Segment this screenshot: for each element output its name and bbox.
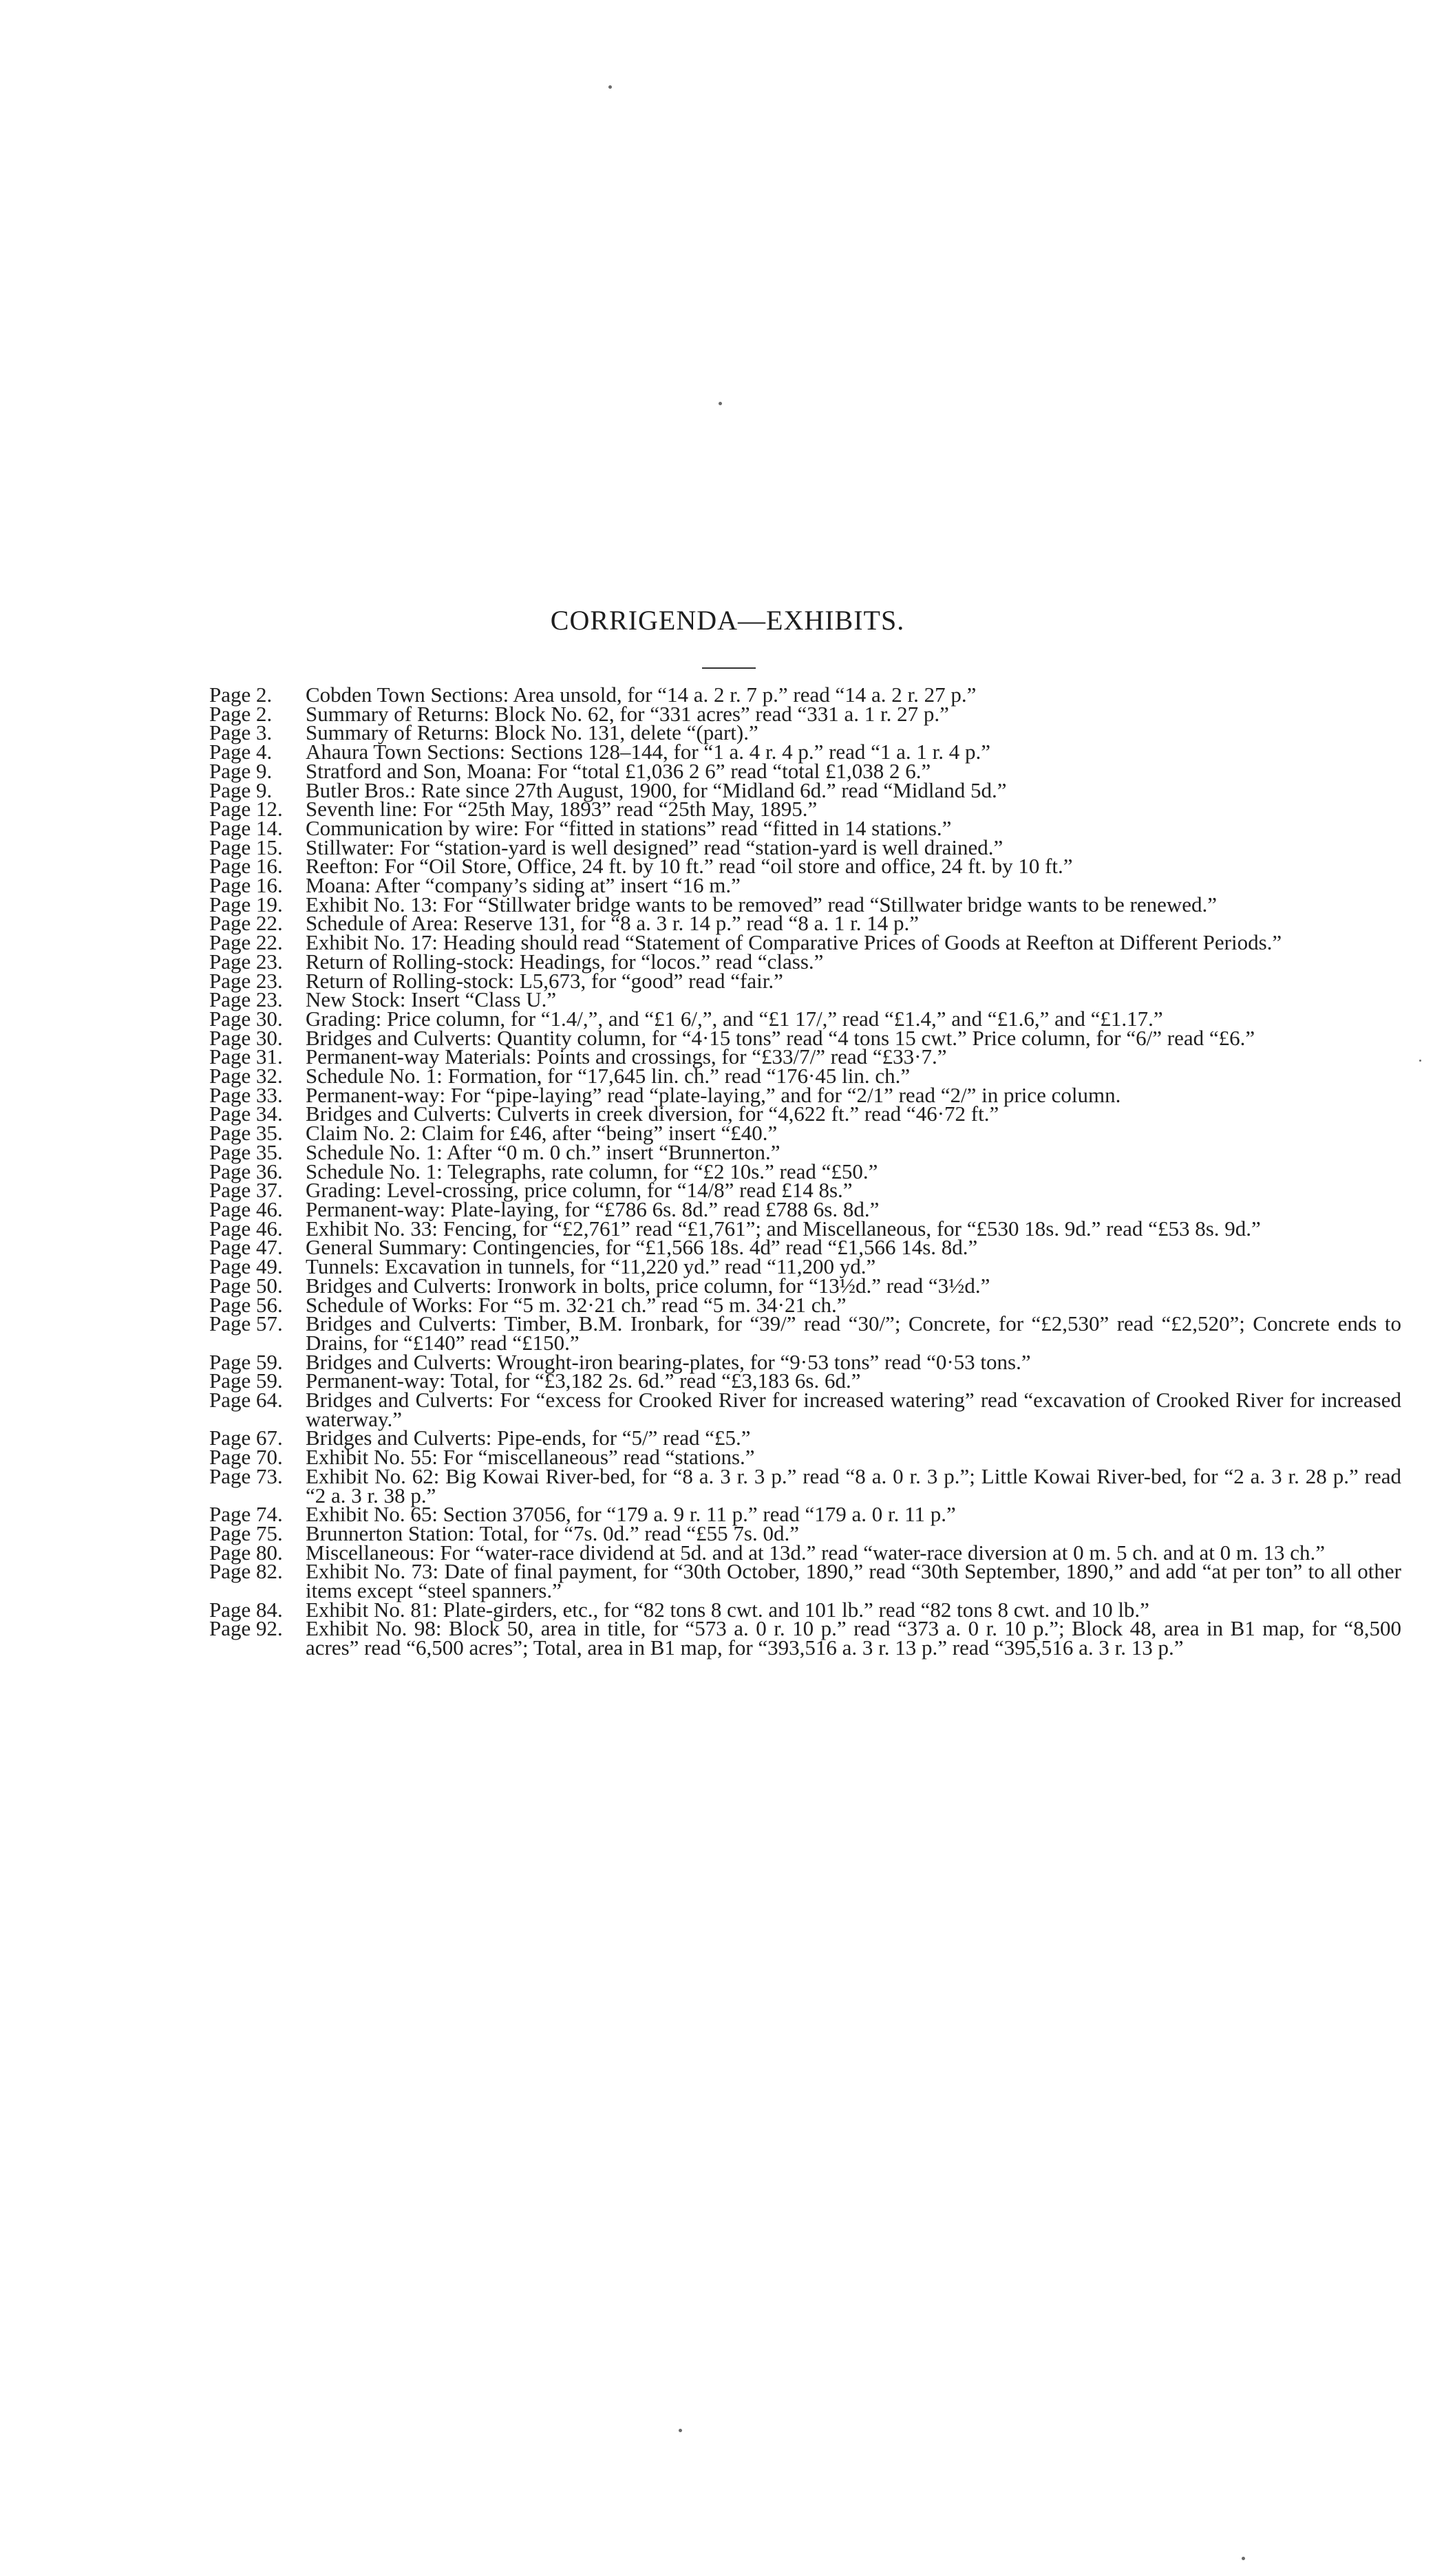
page-reference: Page 34. bbox=[209, 1102, 283, 1126]
correction-text: Schedule No. 1: After “0 m. 0 ch.” insert “Brunnerton.” bbox=[306, 1139, 780, 1164]
page-reference: Page 73. bbox=[209, 1463, 283, 1488]
correction-text: Butler Bros.: Rate since 27th August, 1900, for “Midland 6d.” read “Midland 5d.” bbox=[306, 777, 1007, 802]
page-reference: Page 22. bbox=[209, 911, 283, 936]
correction-text: Summary of Returns: Block No. 62, for “331 acres” read “331 a. 1 r. 27 p.” bbox=[306, 701, 949, 726]
correction-text: Permanent-way: Plate-laying, for “£786 6s. 8d.” read £788 6s. 8d.” bbox=[306, 1196, 880, 1221]
page-reference: Page 92. bbox=[209, 1616, 283, 1641]
correction-text: Stillwater: For “station-yard is well designed” read “station-yard is well drained.” bbox=[306, 835, 1003, 859]
correction-text: Exhibit No. 98: Block 50, area in title, for “573 a. 0 r. 10 p.” read “373 a. 0 r. 10 p.”; Block 48, area in B1 map, for “8,500 acres” read “6,500 acres”; Total, area in B1 map, for “393,516 a. 3 r. 13 p.” read “395,516 a. 3 r. 13 p.” bbox=[306, 1616, 1401, 1660]
page-reference: Page 35. bbox=[209, 1139, 283, 1164]
page-reference: Page 59. bbox=[209, 1349, 283, 1374]
page-reference: Page 2. bbox=[209, 701, 273, 726]
correction-text: Reefton: For “Oil Store, Office, 24 ft. by 10 ft.” read “oil store and office, 24 ft. by 10 ft.” bbox=[306, 854, 1073, 879]
correction-text: Permanent-way Materials: Points and crossings, for “£33/7/” read “£33·7.” bbox=[306, 1044, 947, 1069]
page-reference: Page 64. bbox=[209, 1388, 283, 1413]
correction-text: General Summary: Contingencies, for “£1,566 18s. 4d” read “£1,566 14s. 8d.” bbox=[306, 1235, 978, 1260]
page-reference: Page 16. bbox=[209, 873, 283, 898]
page-reference: Page 23. bbox=[209, 968, 283, 993]
correction-text: Tunnels: Excavation in tunnels, for “11,220 yd.” read “11,200 yd.” bbox=[306, 1254, 876, 1279]
correction-text: Ahaura Town Sections: Sections 128–144, for “1 a. 4 r. 4 p.” read “1 a. 1 r. 4 p.” bbox=[306, 740, 991, 764]
ink-speck bbox=[719, 402, 722, 405]
page-reference: Page 32. bbox=[209, 1064, 283, 1088]
page-reference: Page 33. bbox=[209, 1082, 283, 1107]
corrigendum-entry bbox=[209, 1388, 1401, 1431]
correction-text: Bridges and Culverts: Pipe-ends, for “5/” read “£5.” bbox=[306, 1426, 751, 1450]
correction-text: Exhibit No. 81: Plate-girders, etc., for “82 tons 8 cwt. and 101 lb.” read “82 tons 8 cwt. and 10 lb.” bbox=[306, 1597, 1149, 1622]
page-reference: Page 23. bbox=[209, 987, 283, 1012]
title-rule bbox=[702, 667, 756, 669]
corrigendum-entry bbox=[209, 1311, 1401, 1355]
correction-text: Return of Rolling-stock: Headings, for “locos.” read “class.” bbox=[306, 949, 824, 974]
page-reference: Page 9. bbox=[209, 777, 273, 802]
correction-text: Schedule of Works: For “5 m. 32·21 ch.” read “5 m. 34·21 ch.” bbox=[306, 1292, 847, 1317]
page-reference: Page 19. bbox=[209, 892, 283, 916]
ink-speck bbox=[1419, 1060, 1421, 1062]
page-reference: Page 36. bbox=[209, 1159, 283, 1183]
page-reference: Page 23. bbox=[209, 949, 283, 974]
correction-text: Bridges and Culverts: For “excess for Crooked River for increased watering” read “excavation of Crooked River for increased waterway.” bbox=[306, 1388, 1401, 1431]
page-reference: Page 14. bbox=[209, 815, 283, 840]
corrigendum-entry bbox=[209, 1463, 1401, 1507]
page-reference: Page 74. bbox=[209, 1502, 283, 1527]
correction-text: Exhibit No. 33: Fencing, for “£2,761” read “£1,761”; and Miscellaneous, for “£530 18s. 9d.” read “£53 8s. 9d.” bbox=[306, 1216, 1261, 1241]
correction-text: Miscellaneous: For “water-race dividend at 5d. and at 13d.” read “water-race diversion at 0 m. 5 ch. and at 0 m. 13 ch.” bbox=[306, 1540, 1326, 1565]
correction-text: Exhibit No. 73: Date of final payment, for “30th October, 1890,” read “30th September, 1890,” and add “at per ton” to all other items except “steel spanners.” bbox=[306, 1559, 1401, 1603]
page-reference: Page 4. bbox=[209, 740, 273, 764]
page-reference: Page 37. bbox=[209, 1178, 283, 1203]
correction-text: Claim No. 2: Claim for £46, after “being” insert “£40.” bbox=[306, 1121, 778, 1146]
page-reference: Page 22. bbox=[209, 930, 283, 955]
page-reference: Page 46. bbox=[209, 1196, 283, 1221]
correction-text: Grading: Price column, for “1.4/,”, and “£1 6/,”, and “£1 17/,” read “£1.4,” and “£1.6,” and “£1.17.” bbox=[306, 1006, 1163, 1031]
correction-text: Exhibit No. 13: For “Stillwater bridge wants to be removed” read “Stillwater bridge wants to be renewed.” bbox=[306, 892, 1218, 916]
page-reference: Page 12. bbox=[209, 797, 283, 822]
correction-text: Schedule No. 1: Formation, for “17,645 lin. ch.” read “176·45 lin. ch.” bbox=[306, 1064, 911, 1088]
page-reference: Page 57. bbox=[209, 1311, 283, 1336]
correction-text: Schedule of Area: Reserve 131, for “8 a. 3 r. 14 p.” read “8 a. 1 r. 14 p.” bbox=[306, 911, 919, 936]
page-reference: Page 82. bbox=[209, 1559, 283, 1584]
page-reference: Page 56. bbox=[209, 1292, 283, 1317]
correction-text: Bridges and Culverts: Ironwork in bolts, price column, for “13½d.” read “3½d.” bbox=[306, 1273, 990, 1298]
correction-text: Brunnerton Station: Total, for “7s. 0d.” read “£55 7s. 0d.” bbox=[306, 1521, 799, 1545]
correction-text: Stratford and Son, Moana: For “total £1,036 2 6” read “total £1,038 2 6.” bbox=[306, 758, 931, 783]
page-reference: Page 31. bbox=[209, 1044, 283, 1069]
correction-text: Exhibit No. 55: For “miscellaneous” read “stations.” bbox=[306, 1445, 755, 1470]
page-reference: Page 47. bbox=[209, 1235, 283, 1260]
ink-speck bbox=[608, 85, 612, 89]
correction-text: New Stock: Insert “Class U.” bbox=[306, 987, 557, 1012]
correction-text: Return of Rolling-stock: L5,673, for “good” read “fair.” bbox=[306, 968, 783, 993]
ink-speck bbox=[679, 2429, 682, 2432]
correction-text: Moana: After “company’s siding at” insert “16 m.” bbox=[306, 873, 741, 898]
correction-text: Bridges and Culverts: Quantity column, for “4·15 tons” read “4 tons 15 cwt.” Price column, for “6/” read “£6.” bbox=[306, 1025, 1255, 1050]
correction-text: Permanent-way: For “pipe-laying” read “plate-laying,” and for “2/1” read “2/” in price column. bbox=[306, 1082, 1121, 1107]
correction-text: Summary of Returns: Block No. 131, delete “(part).” bbox=[306, 720, 758, 745]
ink-speck bbox=[1242, 2557, 1245, 2560]
page-reference: Page 59. bbox=[209, 1368, 283, 1393]
correction-text: Exhibit No. 65: Section 37056, for “179 a. 9 r. 11 p.” read “179 a. 0 r. 11 p.” bbox=[306, 1502, 956, 1527]
correction-text: Schedule No. 1: Telegraphs, rate column, for “£2 10s.” read “£50.” bbox=[306, 1159, 878, 1183]
page-reference: Page 46. bbox=[209, 1216, 283, 1241]
correction-text: Communication by wire: For “fitted in stations” read “fitted in 14 stations.” bbox=[306, 815, 952, 840]
page-reference: Page 84. bbox=[209, 1597, 283, 1622]
correction-text: Grading: Level-crossing, price column, for “14/8” read £14 8s.” bbox=[306, 1178, 853, 1203]
page-reference: Page 50. bbox=[209, 1273, 283, 1298]
page-reference: Page 2. bbox=[209, 683, 273, 707]
page-reference: Page 9. bbox=[209, 758, 273, 783]
page-reference: Page 49. bbox=[209, 1254, 283, 1279]
correction-text: Cobden Town Sections: Area unsold, for “14 a. 2 r. 7 p.” read “14 a. 2 r. 27 p.” bbox=[306, 683, 977, 707]
page-reference: Page 16. bbox=[209, 854, 283, 879]
page-reference: Page 3. bbox=[209, 720, 273, 745]
correction-text: Bridges and Culverts: Timber, B.M. Ironbark, for “39/” read “30/”; Concrete, for “£2,530” read “£2,520”; Concrete ends to Drains, for “£140” read “£150.” bbox=[306, 1311, 1401, 1355]
correction-text: Bridges and Culverts: Wrought-iron bearing-plates, for “9·53 tons” read “0·53 tons.” bbox=[306, 1349, 1031, 1374]
correction-text: Bridges and Culverts: Culverts in creek diversion, for “4,622 ft.” read “46·72 ft.” bbox=[306, 1102, 999, 1126]
correction-text: Seventh line: For “25th May, 1893” read “25th May, 1895.” bbox=[306, 797, 818, 822]
corrigendum-entry bbox=[209, 1616, 1401, 1660]
correction-text: Exhibit No. 62: Big Kowai River-bed, for “8 a. 3 r. 3 p.” read “8 a. 0 r. 3 p.”; Little Kowai River-bed, for “2 a. 3 r. 28 p.” read “2 a. 3 r. 38 p.” bbox=[306, 1463, 1401, 1507]
corrigenda-list bbox=[209, 683, 1401, 1660]
page-title: CORRIGENDA—EXHIBITS. bbox=[550, 605, 905, 636]
page-reference: Page 80. bbox=[209, 1540, 283, 1565]
page-reference: Page 15. bbox=[209, 835, 283, 859]
correction-text: Permanent-way: Total, for “£3,182 2s. 6d.” read “£3,183 6s. 6d.” bbox=[306, 1368, 861, 1393]
page-reference: Page 35. bbox=[209, 1121, 283, 1146]
page-reference: Page 75. bbox=[209, 1521, 283, 1545]
page-reference: Page 67. bbox=[209, 1426, 283, 1450]
page-reference: Page 70. bbox=[209, 1445, 283, 1470]
correction-text: Exhibit No. 17: Heading should read “Statement of Comparative Prices of Goods at Reefton at Different Periods.” bbox=[306, 930, 1282, 955]
page-reference: Page 30. bbox=[209, 1025, 283, 1050]
corrigendum-entry bbox=[209, 1559, 1401, 1603]
page-reference: Page 30. bbox=[209, 1006, 283, 1031]
